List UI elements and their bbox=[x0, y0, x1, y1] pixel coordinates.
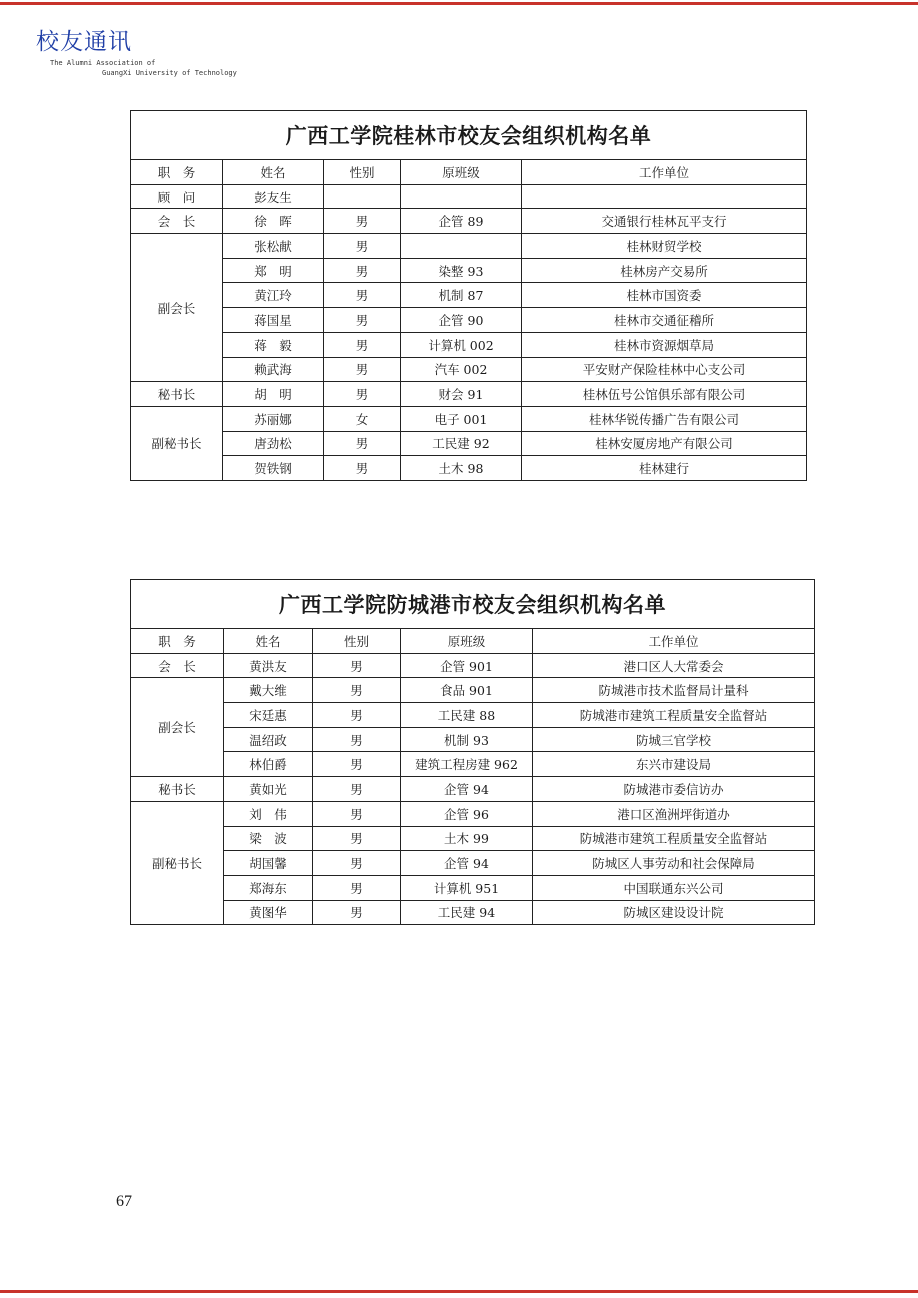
class-cell: 企管 89 bbox=[401, 209, 522, 234]
column-header: 工作单位 bbox=[522, 160, 807, 185]
column-header: 职 务 bbox=[131, 160, 223, 185]
table-title: 广西工学院防城港市校友会组织机构名单 bbox=[131, 580, 815, 629]
name-cell: 贺铁钢 bbox=[223, 456, 324, 481]
role-cell: 会 长 bbox=[131, 653, 224, 678]
table-row bbox=[131, 900, 815, 925]
table-row bbox=[131, 653, 815, 678]
class-cell: 工民建 88 bbox=[401, 703, 533, 728]
work-cell: 防城港市委信访办 bbox=[533, 777, 815, 802]
gender-cell: 男 bbox=[313, 826, 401, 851]
gender-cell: 男 bbox=[313, 703, 401, 728]
class-cell: 计算机 002 bbox=[401, 332, 522, 357]
table-row bbox=[131, 209, 807, 234]
class-cell: 建筑工程房建 962 bbox=[401, 752, 533, 777]
gender-cell: 男 bbox=[313, 851, 401, 876]
work-cell: 桂林伍号公馆俱乐部有限公司 bbox=[522, 382, 807, 407]
name-cell: 林伯爵 bbox=[224, 752, 313, 777]
name-cell: 赖武海 bbox=[223, 357, 324, 382]
table-row bbox=[131, 801, 815, 826]
column-header: 姓名 bbox=[223, 160, 324, 185]
work-cell: 港口区渔洲坪街道办 bbox=[533, 801, 815, 826]
masthead-subtitle-2: GuangXi University of Technology bbox=[102, 69, 237, 77]
work-cell: 桂林华锐传播广告有限公司 bbox=[522, 406, 807, 431]
work-cell bbox=[522, 184, 807, 209]
name-cell: 郑 明 bbox=[223, 258, 324, 283]
class-cell: 土木 98 bbox=[401, 456, 522, 481]
gender-cell: 男 bbox=[324, 209, 401, 234]
gender-cell: 男 bbox=[313, 875, 401, 900]
work-cell: 桂林安厦房地产有限公司 bbox=[522, 431, 807, 456]
work-cell: 桂林房产交易所 bbox=[522, 258, 807, 283]
column-header: 姓名 bbox=[224, 629, 313, 654]
table-row bbox=[131, 875, 815, 900]
gender-cell: 男 bbox=[324, 308, 401, 333]
class-cell: 财会 91 bbox=[401, 382, 522, 407]
name-cell: 蒋国星 bbox=[223, 308, 324, 333]
table-row bbox=[131, 826, 815, 851]
fangchenggang-org-table bbox=[130, 579, 815, 925]
column-header: 职 务 bbox=[131, 629, 224, 654]
gender-cell: 男 bbox=[324, 357, 401, 382]
name-cell: 张松献 bbox=[223, 234, 324, 259]
gender-cell: 男 bbox=[324, 382, 401, 407]
page-number: 67 bbox=[116, 1193, 132, 1210]
class-cell bbox=[401, 184, 522, 209]
table-title-row bbox=[131, 580, 815, 629]
class-cell: 计算机 951 bbox=[401, 875, 533, 900]
gender-cell: 男 bbox=[313, 752, 401, 777]
name-cell: 黄图华 bbox=[224, 900, 313, 925]
gender-cell: 男 bbox=[313, 801, 401, 826]
work-cell: 桂林市国资委 bbox=[522, 283, 807, 308]
gender-cell: 男 bbox=[324, 258, 401, 283]
role-cell: 副秘书长 bbox=[131, 406, 223, 480]
work-cell: 东兴市建设局 bbox=[533, 752, 815, 777]
name-cell: 宋廷惠 bbox=[224, 703, 313, 728]
table-row bbox=[131, 777, 815, 802]
class-cell: 食品 901 bbox=[401, 678, 533, 703]
work-cell: 防城区建设设计院 bbox=[533, 900, 815, 925]
role-cell: 会 长 bbox=[131, 209, 223, 234]
class-cell: 汽车 002 bbox=[401, 357, 522, 382]
gender-cell: 男 bbox=[313, 678, 401, 703]
work-cell: 防城三官学校 bbox=[533, 727, 815, 752]
work-cell: 交通银行桂林瓦平支行 bbox=[522, 209, 807, 234]
class-cell: 染整 93 bbox=[401, 258, 522, 283]
class-cell: 企管 90 bbox=[401, 308, 522, 333]
name-cell: 戴大维 bbox=[224, 678, 313, 703]
role-cell: 顾 问 bbox=[131, 184, 223, 209]
column-header: 性别 bbox=[324, 160, 401, 185]
guilin-org-table bbox=[130, 110, 807, 481]
name-cell: 胡 明 bbox=[223, 382, 324, 407]
work-cell: 平安财产保险桂林中心支公司 bbox=[522, 357, 807, 382]
class-cell: 电子 001 bbox=[401, 406, 522, 431]
class-cell bbox=[401, 234, 522, 259]
name-cell: 苏丽娜 bbox=[223, 406, 324, 431]
name-cell: 郑海东 bbox=[224, 875, 313, 900]
table-header-row bbox=[131, 160, 807, 185]
column-header: 工作单位 bbox=[533, 629, 815, 654]
gender-cell: 男 bbox=[313, 777, 401, 802]
masthead bbox=[36, 28, 237, 78]
table-row bbox=[131, 234, 807, 259]
class-cell: 企管 96 bbox=[401, 801, 533, 826]
role-cell: 秘书长 bbox=[131, 382, 223, 407]
work-cell: 防城港市建筑工程质量安全监督站 bbox=[533, 703, 815, 728]
name-cell: 徐 晖 bbox=[223, 209, 324, 234]
top-rule bbox=[0, 2, 918, 5]
name-cell: 黄洪友 bbox=[224, 653, 313, 678]
gender-cell: 男 bbox=[324, 332, 401, 357]
table-row bbox=[131, 283, 807, 308]
class-cell: 企管 94 bbox=[401, 777, 533, 802]
table-title: 广西工学院桂林市校友会组织机构名单 bbox=[131, 111, 807, 160]
work-cell: 中国联通东兴公司 bbox=[533, 875, 815, 900]
column-header: 原班级 bbox=[401, 160, 522, 185]
column-header: 性别 bbox=[313, 629, 401, 654]
table-row bbox=[131, 456, 807, 481]
gender-cell: 女 bbox=[324, 406, 401, 431]
masthead-subtitle-1: The Alumni Association of bbox=[50, 59, 156, 67]
work-cell: 防城港市建筑工程质量安全监督站 bbox=[533, 826, 815, 851]
class-cell: 企管 94 bbox=[401, 851, 533, 876]
class-cell: 工民建 94 bbox=[401, 900, 533, 925]
role-cell: 副秘书长 bbox=[131, 801, 224, 924]
name-cell: 梁 波 bbox=[224, 826, 313, 851]
table-row bbox=[131, 382, 807, 407]
name-cell: 刘 伟 bbox=[224, 801, 313, 826]
name-cell: 温绍政 bbox=[224, 727, 313, 752]
role-cell: 秘书长 bbox=[131, 777, 224, 802]
table-row bbox=[131, 406, 807, 431]
masthead-title: 校友通讯 bbox=[36, 29, 132, 55]
name-cell: 蒋 毅 bbox=[223, 332, 324, 357]
name-cell: 唐劲松 bbox=[223, 431, 324, 456]
table-row bbox=[131, 752, 815, 777]
gender-cell: 男 bbox=[324, 283, 401, 308]
gender-cell: 男 bbox=[313, 653, 401, 678]
name-cell: 黄江玲 bbox=[223, 283, 324, 308]
work-cell: 桂林市交通征稽所 bbox=[522, 308, 807, 333]
table-row bbox=[131, 727, 815, 752]
table-row bbox=[131, 332, 807, 357]
gender-cell: 男 bbox=[313, 727, 401, 752]
gender-cell: 男 bbox=[324, 234, 401, 259]
table-row bbox=[131, 184, 807, 209]
role-cell: 副会长 bbox=[131, 234, 223, 382]
gender-cell bbox=[324, 184, 401, 209]
class-cell: 机制 87 bbox=[401, 283, 522, 308]
work-cell: 桂林建行 bbox=[522, 456, 807, 481]
table-row bbox=[131, 678, 815, 703]
name-cell: 彭友生 bbox=[223, 184, 324, 209]
table-title-row bbox=[131, 111, 807, 160]
work-cell: 防城区人事劳动和社会保障局 bbox=[533, 851, 815, 876]
table-row bbox=[131, 851, 815, 876]
table-row bbox=[131, 357, 807, 382]
gender-cell: 男 bbox=[324, 456, 401, 481]
work-cell: 防城港市技术监督局计量科 bbox=[533, 678, 815, 703]
role-cell: 副会长 bbox=[131, 678, 224, 777]
table-row bbox=[131, 308, 807, 333]
work-cell: 桂林市资源烟草局 bbox=[522, 332, 807, 357]
class-cell: 土木 99 bbox=[401, 826, 533, 851]
gender-cell: 男 bbox=[324, 431, 401, 456]
bottom-rule bbox=[0, 1290, 918, 1293]
work-cell: 港口区人大常委会 bbox=[533, 653, 815, 678]
table-row bbox=[131, 258, 807, 283]
name-cell: 黄如光 bbox=[224, 777, 313, 802]
class-cell: 企管 901 bbox=[401, 653, 533, 678]
gender-cell: 男 bbox=[313, 900, 401, 925]
table-row bbox=[131, 431, 807, 456]
table-row bbox=[131, 703, 815, 728]
column-header: 原班级 bbox=[401, 629, 533, 654]
class-cell: 工民建 92 bbox=[401, 431, 522, 456]
table-header-row bbox=[131, 629, 815, 654]
name-cell: 胡国馨 bbox=[224, 851, 313, 876]
class-cell: 机制 93 bbox=[401, 727, 533, 752]
work-cell: 桂林财贸学校 bbox=[522, 234, 807, 259]
